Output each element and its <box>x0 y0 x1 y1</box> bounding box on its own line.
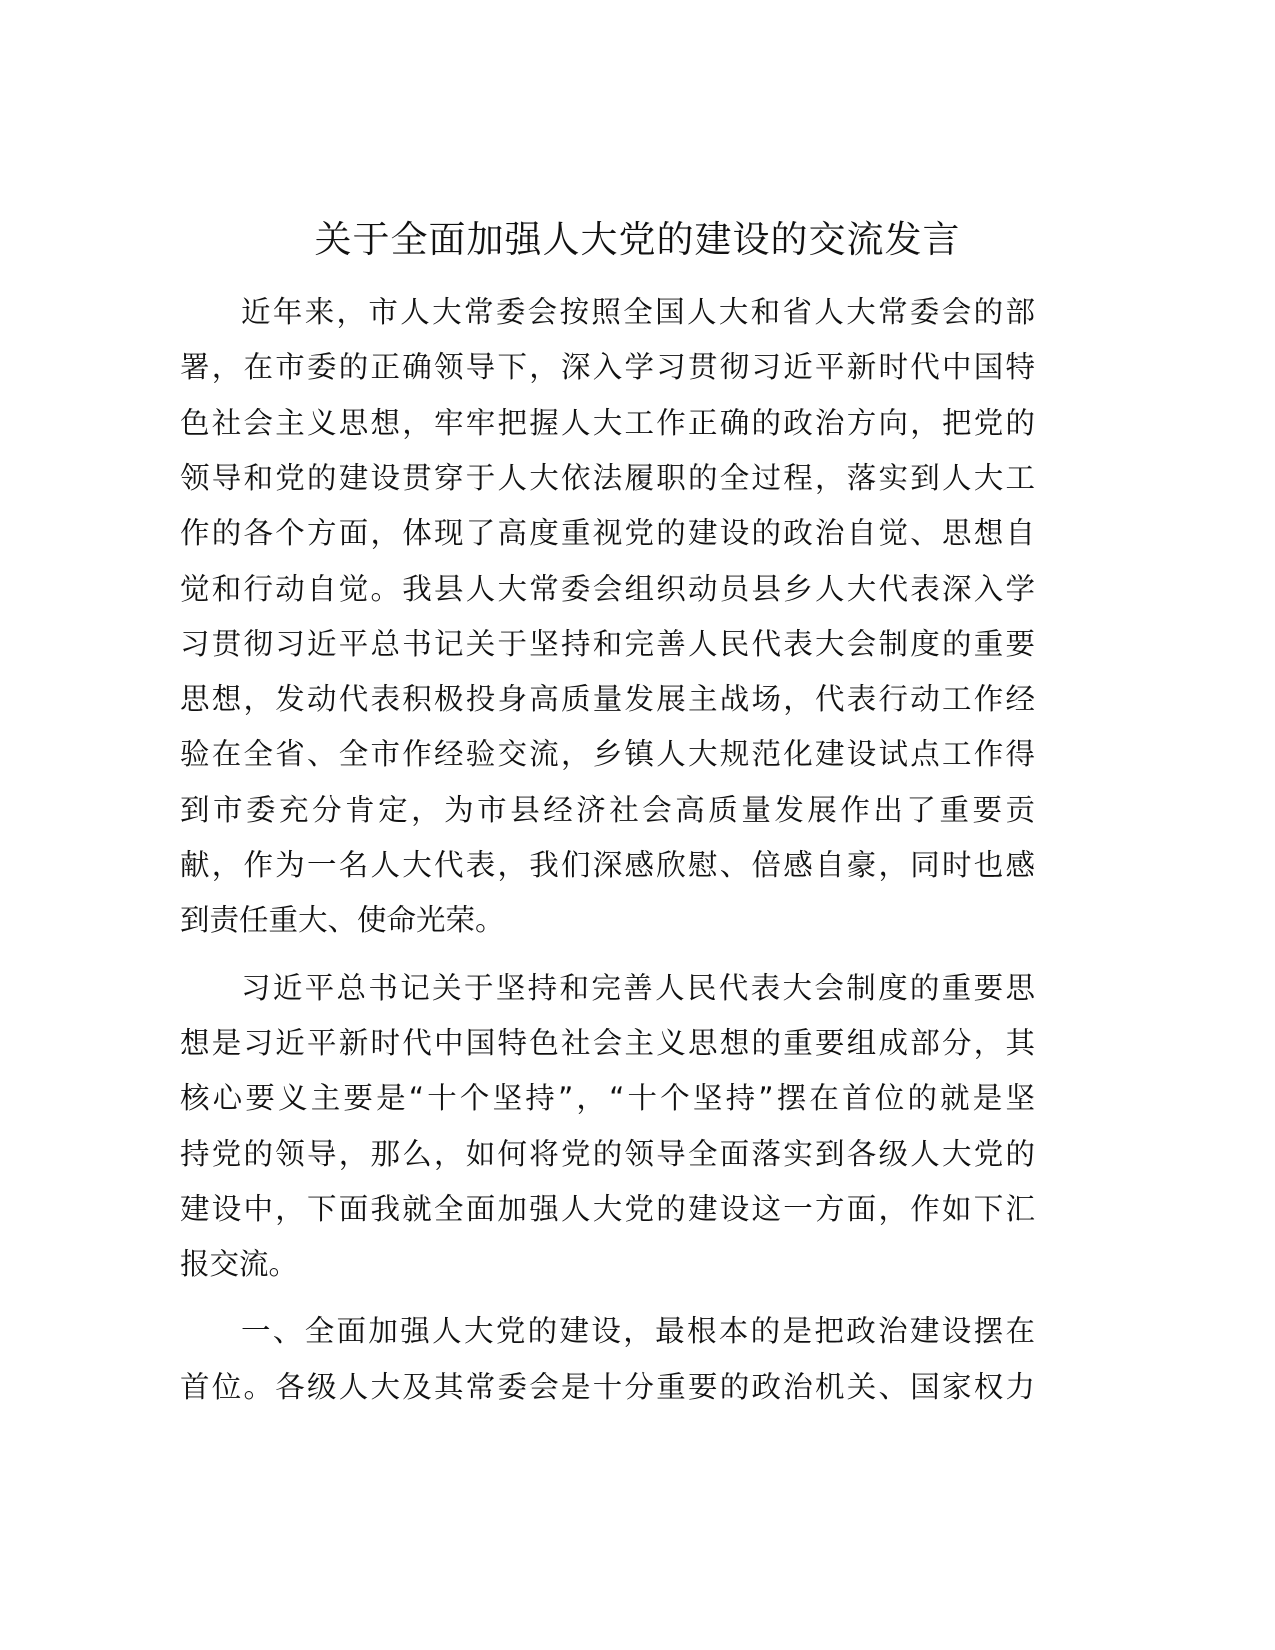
text-line: 作的各个方面，体现了高度重视党的建设的政治自觉、思想自 <box>180 516 1035 551</box>
text-line: 到责任重大、使命光荣。 <box>180 903 505 938</box>
text-line: 署，在市委的正确领导下，深入学习贯彻习近平新时代中国特 <box>180 350 1035 385</box>
text-line: 思想，发动代表积极投身高质量发展主战场，代表行动工作经 <box>180 682 1035 717</box>
text-line: 核心要义主要是“十个坚持”，“十个坚持”摆在首位的就是坚 <box>180 1081 1035 1116</box>
text-line: 报交流。 <box>180 1247 299 1282</box>
text-line: 到市委充分肯定，为市县经济社会高质量发展作出了重要贡 <box>180 792 1035 827</box>
text-line: 觉和行动自觉。我县人大常委会组织动员县乡人大代表深入学 <box>180 571 1035 606</box>
text-line: 近年来，市人大常委会按照全国人大和省人大常委会的部 <box>241 295 1035 329</box>
text-line: 建设中，下面我就全面加强人大党的建设这一方面，作如下汇 <box>180 1191 1035 1226</box>
text-line: 色社会主义思想，牢牢把握人大工作正确的政治方向，把党的 <box>180 405 1035 440</box>
text-line: 想是习近平新时代中国特色社会主义思想的重要组成部分，其 <box>180 1025 1035 1060</box>
text-line: 验在全省、全市作经验交流，乡镇人大规范化建设试点工作得 <box>180 737 1035 772</box>
text-line: 习贯彻习近平总书记关于坚持和完善人民代表大会制度的重要 <box>180 626 1035 661</box>
text-line: 领导和党的建设贯穿于人大依法履职的全过程，落实到人大工 <box>180 460 1035 495</box>
text-line: 持党的领导，那么，如何将党的领导全面落实到各级人大党的 <box>180 1136 1035 1171</box>
document-title: 关于全面加强人大党的建设的交流发言 <box>314 218 961 261</box>
text-line: 首位。各级人大及其常委会是十分重要的政治机关、国家权力 <box>180 1369 1035 1404</box>
text-line: 习近平总书记关于坚持和完善人民代表大会制度的重要思 <box>241 970 1035 1005</box>
text-line: 献，作为一名人大代表，我们深感欣慰、倍感自豪，同时也感 <box>180 848 1035 882</box>
text-line: 一、全面加强人大党的建设，最根本的是把政治建设摆在 <box>241 1314 1035 1349</box>
